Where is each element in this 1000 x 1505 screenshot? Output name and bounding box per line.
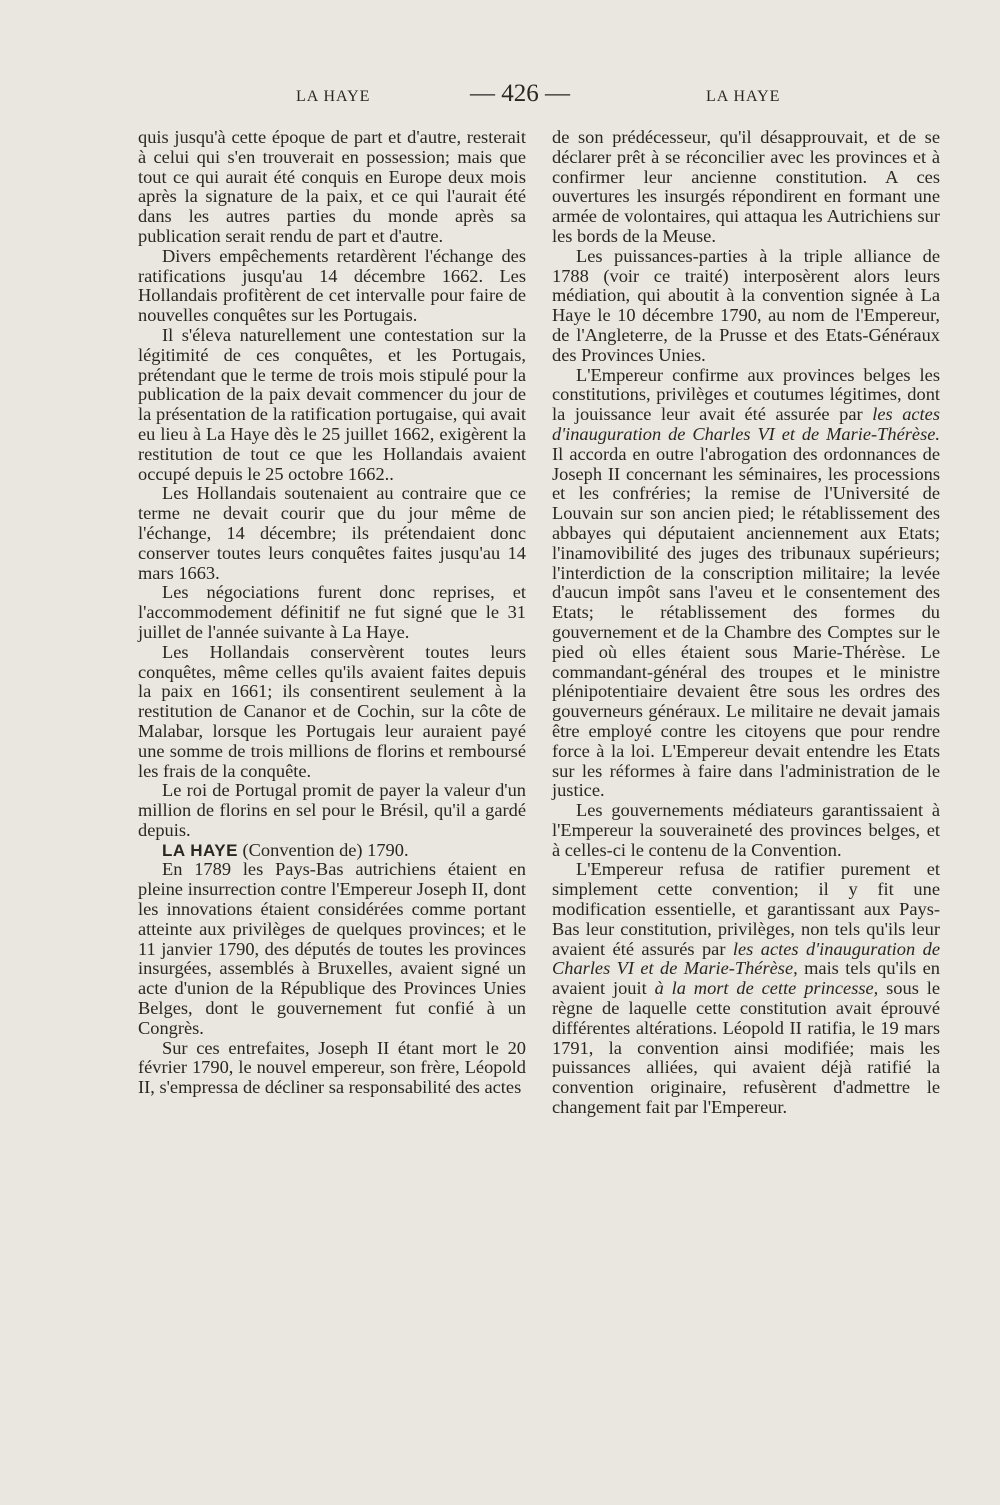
- header-right-title: LA HAYE: [706, 88, 781, 105]
- section-heading-rest: (Convention de) 1790.: [237, 839, 409, 860]
- paragraph: Les négociations furent donc reprises, et l'accommodement définitif ne fut signé que le 31 juillet de l'année suivante à La Haye.: [138, 582, 526, 642]
- italic-run: à la mort de cette princesse,: [654, 978, 879, 999]
- paragraph: Sur ces entrefaites, Joseph II étant mort le 20 février 1790, le nouvel empereur, son frère, Léopold II, s'empressa de décliner sa responsabilité des actes: [138, 1037, 526, 1098]
- running-header: [0, 82, 1000, 118]
- text-run: mais tels qu'ils en avaient jouit: [552, 958, 940, 999]
- text-run: sous le règne de laquelle cette constitution avait éprouvé différentes altérations. Léopold II ratifia, le 19 mars 1791, la convention ainsi modifiée; mais les puissances alliées, qui avaient déjà ratifié la convention originaire, refusèrent d'admettre le changement fait par l'Empereur.: [552, 978, 940, 1118]
- paragraph: Les gouvernements médiateurs garantissaient à l'Empereur la souveraineté des provinces belges, et à celles-ci le contenu de la Convention.: [552, 800, 940, 860]
- paragraph: Les Hollandais conservèrent toutes leurs conquêtes, même celles qu'ils avaient faites depuis la paix en 1661; ils consentirent seulement à la restitution de Cananor et de Cochin, sur la côte de Malabar, lorsque les Portugais leur auraient payé une somme de trois millions de florins et remboursé les frais de la conquête.: [138, 641, 526, 781]
- left-column: [138, 128, 526, 1098]
- section-heading-bold: LA HAYE: [162, 840, 238, 860]
- paragraph: quis jusqu'à cette époque de part et d'autre, resterait à celui qui s'en trouverait en possession; mais que tout ce qui aurait été conquis en Europe deux mois après la signature de la paix, et ce qui l'aurait été dans les autres parties du monde après sa publication serait rendu de part et d'autre.: [138, 127, 526, 246]
- paragraph: Le roi de Portugal promit de payer la valeur d'un million de florins en sel pour le Brésil, qu'il a gardé depuis.: [138, 780, 526, 840]
- section-heading: [138, 841, 526, 861]
- paragraph: Il s'éleva naturellement une contestation sur la légitimité de ces conquêtes, et les Portugais, prétendant que le terme de trois mois stipulé pour la publication de la paix devait commencer du jour de la présentation de la ratification portugaise, qui avait eu lieu à La Haye dès le 25 juillet 1662, exigèrent la restitution de tout ce que les Hollandais avaient occupé depuis le 25 octobre 1662..: [138, 324, 526, 484]
- paragraph: [552, 860, 940, 1117]
- paragraph: Les puissances-parties à la triple alliance de 1788 (voir ce traité) interposèrent alors leurs médiation, qui aboutit à la convention signée à La Haye le 10 décembre 1790, au nom de l'Empereur, de l'Angleterre, de la Prusse et des Etats-Généraux des Provinces Unies.: [552, 245, 940, 365]
- italic-run: les actes d'inauguration de Charles VI et de Marie-Thérèse.: [552, 404, 940, 444]
- text-run: L'Empereur refusa de ratifier purement et simplement cette convention; il y fit une modification essentielle, et garantissant aux Pays-Bas leur constitution, privilèges, non tels qu'ils leur avaient été assurés par: [552, 859, 940, 959]
- paragraph: En 1789 les Pays-Bas autrichiens étaient en pleine insurrection contre l'Empereur Joseph II, dont les innovations étaient considérées comme portant atteinte aux privilèges de quelques provinces; et le 11 janvier 1790, des députés de toutes les provinces insurgées, assemblés à Bruxelles, avaient signé un acte d'union de la République des Provinces Unies Belges, dont le gouvernement fut confié à un Congrès.: [138, 859, 526, 1038]
- italic-run: les actes d'inauguration de Charles VI et de Marie-Thérèse,: [552, 938, 940, 979]
- paragraph: [552, 366, 940, 802]
- right-column: [552, 128, 940, 1118]
- page-number: — 426 —: [470, 80, 570, 107]
- paragraph: de son prédécesseur, qu'il désapprouvait, et de se déclarer prêt à se réconcilier avec les provinces et à confirmer leur ancienne constitution. A ces ouvertures les insurgés répondirent en formant une armée de volontaires, qui attaqua les Autrichiens sur les bords de la Meuse.: [552, 127, 940, 246]
- paragraph: Divers empêchements retardèrent l'échange des ratifications jusqu'au 14 décembre 1662. Les Hollandais profitèrent de cet intervalle pour faire de nouvelles conquêtes sur les Portugais.: [138, 245, 526, 326]
- paragraph: Les Hollandais soutenaient au contraire que ce terme ne devait courir que du jour même de l'échange, 14 décembre; ils prétendaient donc conserver toutes leurs conquêtes faites jusqu'au 14 mars 1663.: [138, 483, 526, 583]
- text-run: Il accorda en outre l'abrogation des ordonnances de Joseph II concernant les séminaires, les processions et les confréries; la remise de l'Université de Louvain sur son ancien pied; le rétablissement des abbayes qui députaient anciennement aux Etats; l'inamovibilité des juges des tribunaux supérieurs; l'interdiction de la conscription militaire; la levée d'aucun impôt sans l'aveu et le consentement des Etats; le rétablissement des formes du gouvernement et de la Chambre des Comptes sur le pied où elles étaient sous Marie-Thérèse. Le commandant-général des troupes et le ministre plénipotentiaire devaient être sous les ordres des gouverneurs généraux. Le militaire ne devait jamais être employé contre les citoyens que pour rendre force à la loi. L'Empereur devait entendre les Etats sur les réformes à faire dans l'administration de le justice.: [552, 443, 940, 801]
- text-run: L'Empereur confirme aux provinces belges les constitutions, privilèges et coutumes légitimes, dont la jouissance leur avait été assurée par: [552, 364, 940, 425]
- header-left-title: LA HAYE: [296, 88, 371, 105]
